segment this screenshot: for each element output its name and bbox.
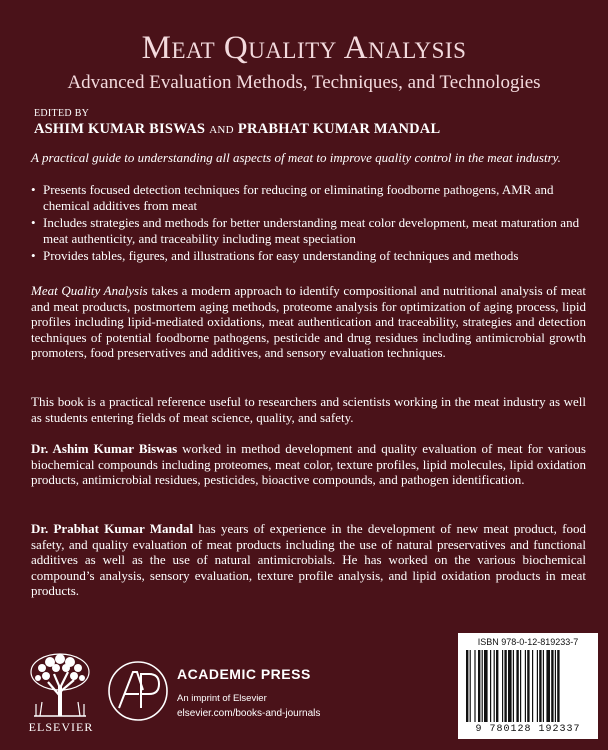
edited-by-label: EDITED BY bbox=[34, 108, 90, 119]
description-paragraph bbox=[31, 283, 586, 361]
book-title: Meat Quality Analysis bbox=[141, 30, 467, 66]
editor-bio-1 bbox=[31, 441, 586, 488]
book-title-italic: Meat Quality Analysis bbox=[31, 283, 148, 298]
editor-2: PRABHAT KUMAR MANDAL bbox=[237, 121, 441, 137]
academic-press-logo bbox=[107, 660, 169, 722]
tagline: A practical guide to understanding all aspects of meat to improve quality control in the meat industry. bbox=[31, 150, 561, 165]
and-label: AND bbox=[209, 124, 234, 136]
academic-press-name: ACADEMIC PRESS bbox=[177, 666, 311, 682]
audience-paragraph: This book is a practical reference useful to researchers and scientists working in the meat industry as well as students entering fields of meat science, quality, and safety. bbox=[31, 394, 586, 425]
bio-text: has years of experience in the development of new meat product, food safety, and quality evaluation of meat products including the use of natural preservatives and functional additives as well as the use of natural antimicrobials. He has worked on the various biochemical compound’s analysis, sensory evaluation, texture profile analysis, and lipid oxidation products in meat products. bbox=[31, 521, 587, 598]
editor-bio-2 bbox=[31, 521, 586, 599]
book-subtitle: Advanced Evaluation Methods, Techniques, and Technologies bbox=[67, 72, 541, 93]
bio-name: Dr. Prabhat Kumar Mandal bbox=[31, 521, 194, 536]
elsevier-tree-logo bbox=[28, 652, 92, 718]
elsevier-wordmark: ELSEVIER bbox=[28, 720, 94, 734]
editors bbox=[34, 121, 440, 138]
bio-text: worked in method development and quality evaluation of meat for various biochemical compounds including proteomes, meat color, texture profiles, lipid molecules, lipid oxidation products, antimicrobial residues, pesticides, bioactive compounds, and pathogen identification. bbox=[31, 441, 586, 487]
feature-item: • Presents focused detection techniques for reducing or eliminating foodborne pathogens, AMR and chemical additives from meat bbox=[31, 182, 591, 213]
description-text: takes a modern approach to identify compositional and nutritional analysis of meat and meat products, postmortem aging methods, proteome analysis for optimization of aging process, lipid profiles including lipid-mediated oxidations, meat authentication and traceability, strategies and detection techniques of potential foodborne pathogens, pesticide and drug residues including antimicrobial growth promoters, food preservatives and additives, and sensory evaluation techniques. bbox=[31, 283, 586, 360]
barcode-bars bbox=[464, 650, 592, 724]
feature-list bbox=[31, 182, 591, 266]
feature-item: • Includes strategies and methods for better understanding meat color development, meat maturation and meat authenticity, and traceability including meat speciation bbox=[31, 215, 591, 246]
imprint-note: An imprint of Elsevier bbox=[177, 693, 267, 704]
publisher-url: elsevier.com/books-and-journals bbox=[177, 708, 321, 719]
barcode-number: 9 780128 192337 bbox=[475, 724, 581, 735]
feature-item: • Provides tables, figures, and illustrations for easy understanding of techniques and methods bbox=[31, 248, 591, 264]
isbn-label: ISBN 978-0-12-819233-7 bbox=[477, 637, 579, 647]
bio-name: Dr. Ashim Kumar Biswas bbox=[31, 441, 178, 456]
editor-1: ASHIM KUMAR BISWAS bbox=[34, 121, 206, 137]
isbn-barcode bbox=[458, 633, 598, 739]
